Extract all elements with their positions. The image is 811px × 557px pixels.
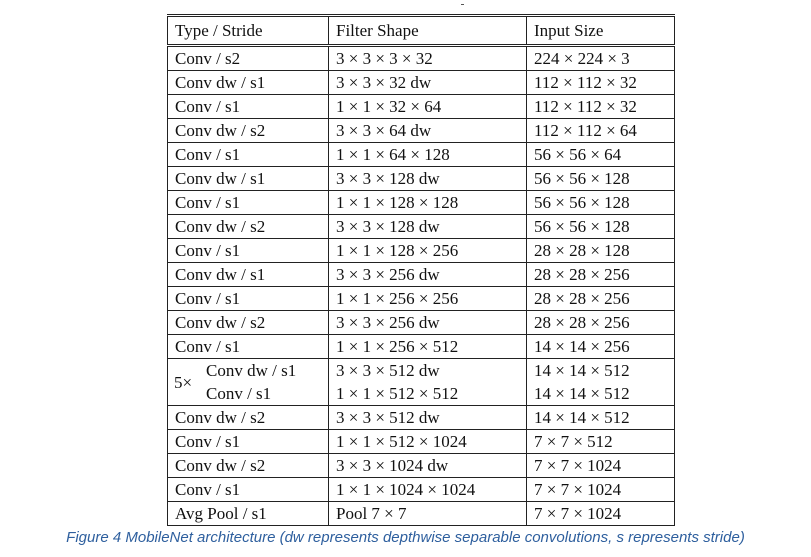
mobilenet-architecture-table (167, 14, 675, 526)
cell-input-size: 14 × 14 × 512 (527, 406, 675, 430)
cell-filter-shape: 3 × 3 × 256 dw (329, 311, 527, 335)
cell-input-size: 14 × 14 × 512 (527, 382, 675, 406)
cell-filter-shape: 1 × 1 × 256 × 512 (329, 335, 527, 359)
cell-filter-shape: 1 × 1 × 1024 × 1024 (329, 478, 527, 502)
table-row (168, 239, 675, 263)
cell-input-size: 14 × 14 × 256 (527, 335, 675, 359)
table-row (168, 167, 675, 191)
cell-type-stride: Conv / s2 (168, 46, 329, 71)
table-row (168, 502, 675, 526)
repeat-layer-type: Conv dw / s1 (206, 361, 297, 380)
table-row (168, 406, 675, 430)
cell-filter-shape: 1 × 1 × 64 × 128 (329, 143, 527, 167)
cell-filter-shape: 1 × 1 × 32 × 64 (329, 95, 527, 119)
cell-filter-shape: 1 × 1 × 128 × 128 (329, 191, 527, 215)
cell-type-stride: Conv dw / s1 (168, 71, 329, 95)
cell-type-stride: Conv / s1 (168, 287, 329, 311)
table-row (168, 263, 675, 287)
cell-filter-shape: 1 × 1 × 256 × 256 (329, 287, 527, 311)
cell-filter-shape: Pool 7 × 7 (329, 502, 527, 526)
table-row (168, 311, 675, 335)
cell-input-size: 112 × 112 × 32 (527, 71, 675, 95)
table-row-repeat-block (168, 359, 675, 383)
header-input-size: Input Size (527, 16, 675, 46)
cell-type-stride: Conv dw / s2 (168, 119, 329, 143)
cell-type-stride: Conv / s1 (168, 191, 329, 215)
cell-type-stride: Conv dw / s2 (168, 406, 329, 430)
table-header-row (168, 16, 675, 46)
table-row (168, 95, 675, 119)
cell-input-size: 56 × 56 × 128 (527, 191, 675, 215)
cell-input-size: 56 × 56 × 64 (527, 143, 675, 167)
table-row (168, 143, 675, 167)
cell-input-size: 7 × 7 × 1024 (527, 502, 675, 526)
table-row (168, 287, 675, 311)
repeat-multiplier: 5× (174, 373, 193, 392)
cell-input-size: 56 × 56 × 128 (527, 167, 675, 191)
cell-type-stride: Conv dw / s1 (168, 263, 329, 287)
cell-filter-shape: 3 × 3 × 128 dw (329, 215, 527, 239)
cell-type-stride: Conv dw / s2 (168, 311, 329, 335)
cell-type-stride: Conv dw / s1 (168, 167, 329, 191)
cell-filter-shape: 3 × 3 × 32 dw (329, 71, 527, 95)
cell-type-stride: Conv / s1 (168, 143, 329, 167)
cell-type-stride: Conv / s1 (168, 239, 329, 263)
cell-type-stride: Avg Pool / s1 (168, 502, 329, 526)
figure-caption: Figure 4 MobileNet architecture (dw represents depthwise separable convolutions, s represents stride) (66, 529, 745, 546)
header-filter-shape: Filter Shape (329, 16, 527, 46)
table-row (168, 191, 675, 215)
cell-filter-shape: 3 × 3 × 512 dw (329, 359, 527, 383)
table-body (168, 46, 675, 526)
cell-type-stride: Conv / s1 (168, 430, 329, 454)
cell-input-size: 224 × 224 × 3 (527, 46, 675, 71)
cell-type-stride: Conv / s1 (168, 335, 329, 359)
cell-type-stride: Conv / s1 (168, 95, 329, 119)
cell-input-size: 28 × 28 × 256 (527, 263, 675, 287)
cell-type-stride: Conv dw / s2 (168, 215, 329, 239)
table-row (168, 335, 675, 359)
cell-filter-shape: 3 × 3 × 128 dw (329, 167, 527, 191)
cell-input-size: 56 × 56 × 128 (527, 215, 675, 239)
table-row (168, 119, 675, 143)
cell-input-size: 28 × 28 × 128 (527, 239, 675, 263)
table-row (168, 215, 675, 239)
header-type-stride: Type / Stride (168, 16, 329, 46)
cell-input-size: 14 × 14 × 512 (527, 359, 675, 383)
cell-input-size: 7 × 7 × 512 (527, 430, 675, 454)
repeat-layer-list (206, 359, 296, 405)
table-row (168, 430, 675, 454)
cell-filter-shape: 1 × 1 × 512 × 512 (329, 382, 527, 406)
cell-filter-shape: 3 × 3 × 256 dw (329, 263, 527, 287)
table-row (168, 478, 675, 502)
cell-type-stride: Conv dw / s2 (168, 454, 329, 478)
cell-filter-shape: 3 × 3 × 3 × 32 (329, 46, 527, 71)
cell-type-stride: Conv / s1 (168, 478, 329, 502)
repeat-block-type-cell (168, 359, 329, 406)
cell-input-size: 7 × 7 × 1024 (527, 478, 675, 502)
cell-filter-shape: 1 × 1 × 128 × 256 (329, 239, 527, 263)
cell-input-size: 112 × 112 × 64 (527, 119, 675, 143)
table-row (168, 46, 675, 71)
cell-filter-shape: 3 × 3 × 64 dw (329, 119, 527, 143)
cell-input-size: 7 × 7 × 1024 (527, 454, 675, 478)
cell-input-size: 28 × 28 × 256 (527, 311, 675, 335)
scan-artifact-mark (461, 4, 464, 5)
cell-filter-shape: 1 × 1 × 512 × 1024 (329, 430, 527, 454)
cell-filter-shape: 3 × 3 × 512 dw (329, 406, 527, 430)
repeat-layer-type: Conv / s1 (206, 384, 272, 403)
cell-input-size: 28 × 28 × 256 (527, 287, 675, 311)
cell-input-size: 112 × 112 × 32 (527, 95, 675, 119)
cell-filter-shape: 3 × 3 × 1024 dw (329, 454, 527, 478)
table-row (168, 71, 675, 95)
table-row (168, 454, 675, 478)
